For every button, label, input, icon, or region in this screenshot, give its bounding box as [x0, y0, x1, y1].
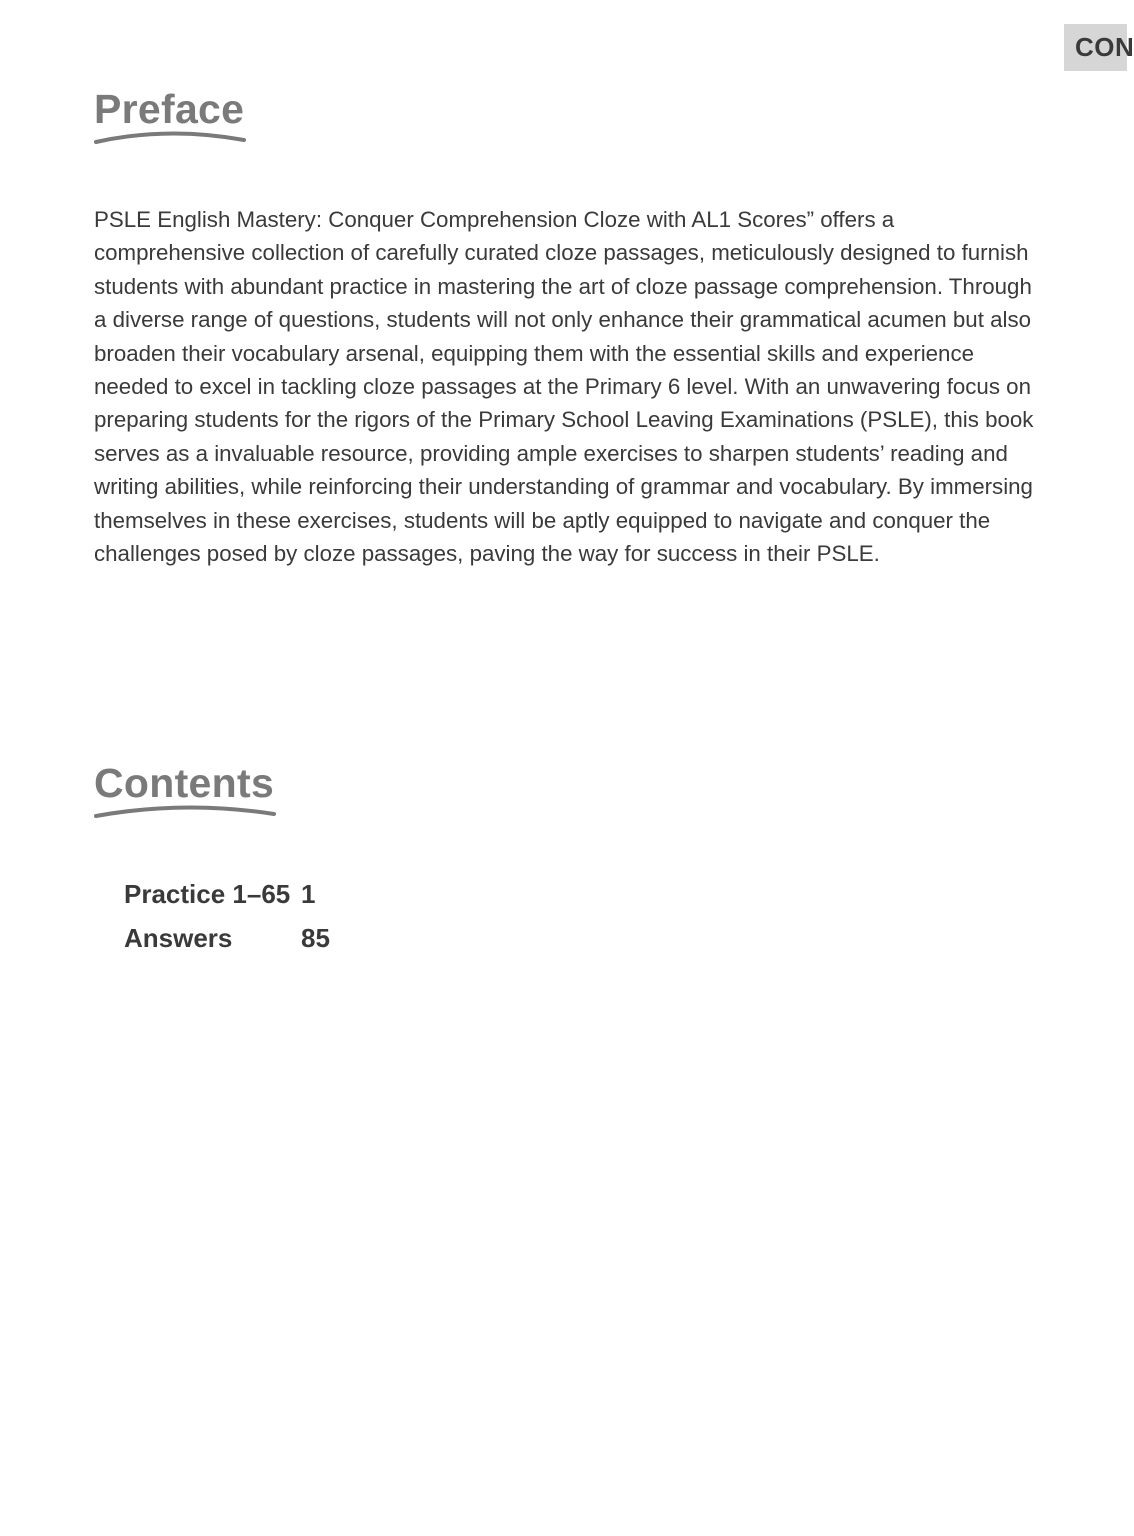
toc-entry-practice[interactable]: [124, 872, 330, 916]
table-of-contents: [124, 872, 330, 960]
toc-entry-page: 1: [301, 878, 316, 909]
contents-underline-swoosh: [94, 802, 276, 820]
contents-heading: Contents: [94, 760, 275, 806]
toc-entry-answers[interactable]: [124, 916, 330, 960]
toc-entry-label: Practice 1–65: [124, 878, 291, 909]
preface-underline-swoosh: [94, 128, 246, 146]
preface-body-text: PSLE English Mastery: Conquer Comprehension Cloze with AL1 Scores” offers a comprehensive collection of carefully curated cloze passages, meticulously designed to furnish students with abundant practice in mastering the art of cloze passage comprehension. Through a diverse range of questions, students will not only enhance their grammatical acumen but also broaden their vocabulary arsenal, equipping them with the essential skills and experience needed to excel in tackling cloze passages at the Primary 6 level. With an unwavering focus on preparing students for the rigors of the Primary School Leaving Examinations (PSLE), this book serves as a invaluable resource, providing ample exercises to sharpen students’ reading and writing abilities, while reinforcing their understanding of grammar and vocabulary. By immersing themselves in these exercises, students will be aptly equipped to navigate and conquer the challenges posed by cloze passages, paving the way for success in their PSLE.: [94, 207, 1034, 567]
preface-heading: Preface: [94, 86, 245, 132]
contents-tab[interactable]: [1064, 24, 1134, 71]
contents-tab-label: CON: [1075, 32, 1134, 62]
toc-entry-page: 85: [301, 922, 330, 953]
toc-entry-label: Answers: [124, 922, 233, 953]
